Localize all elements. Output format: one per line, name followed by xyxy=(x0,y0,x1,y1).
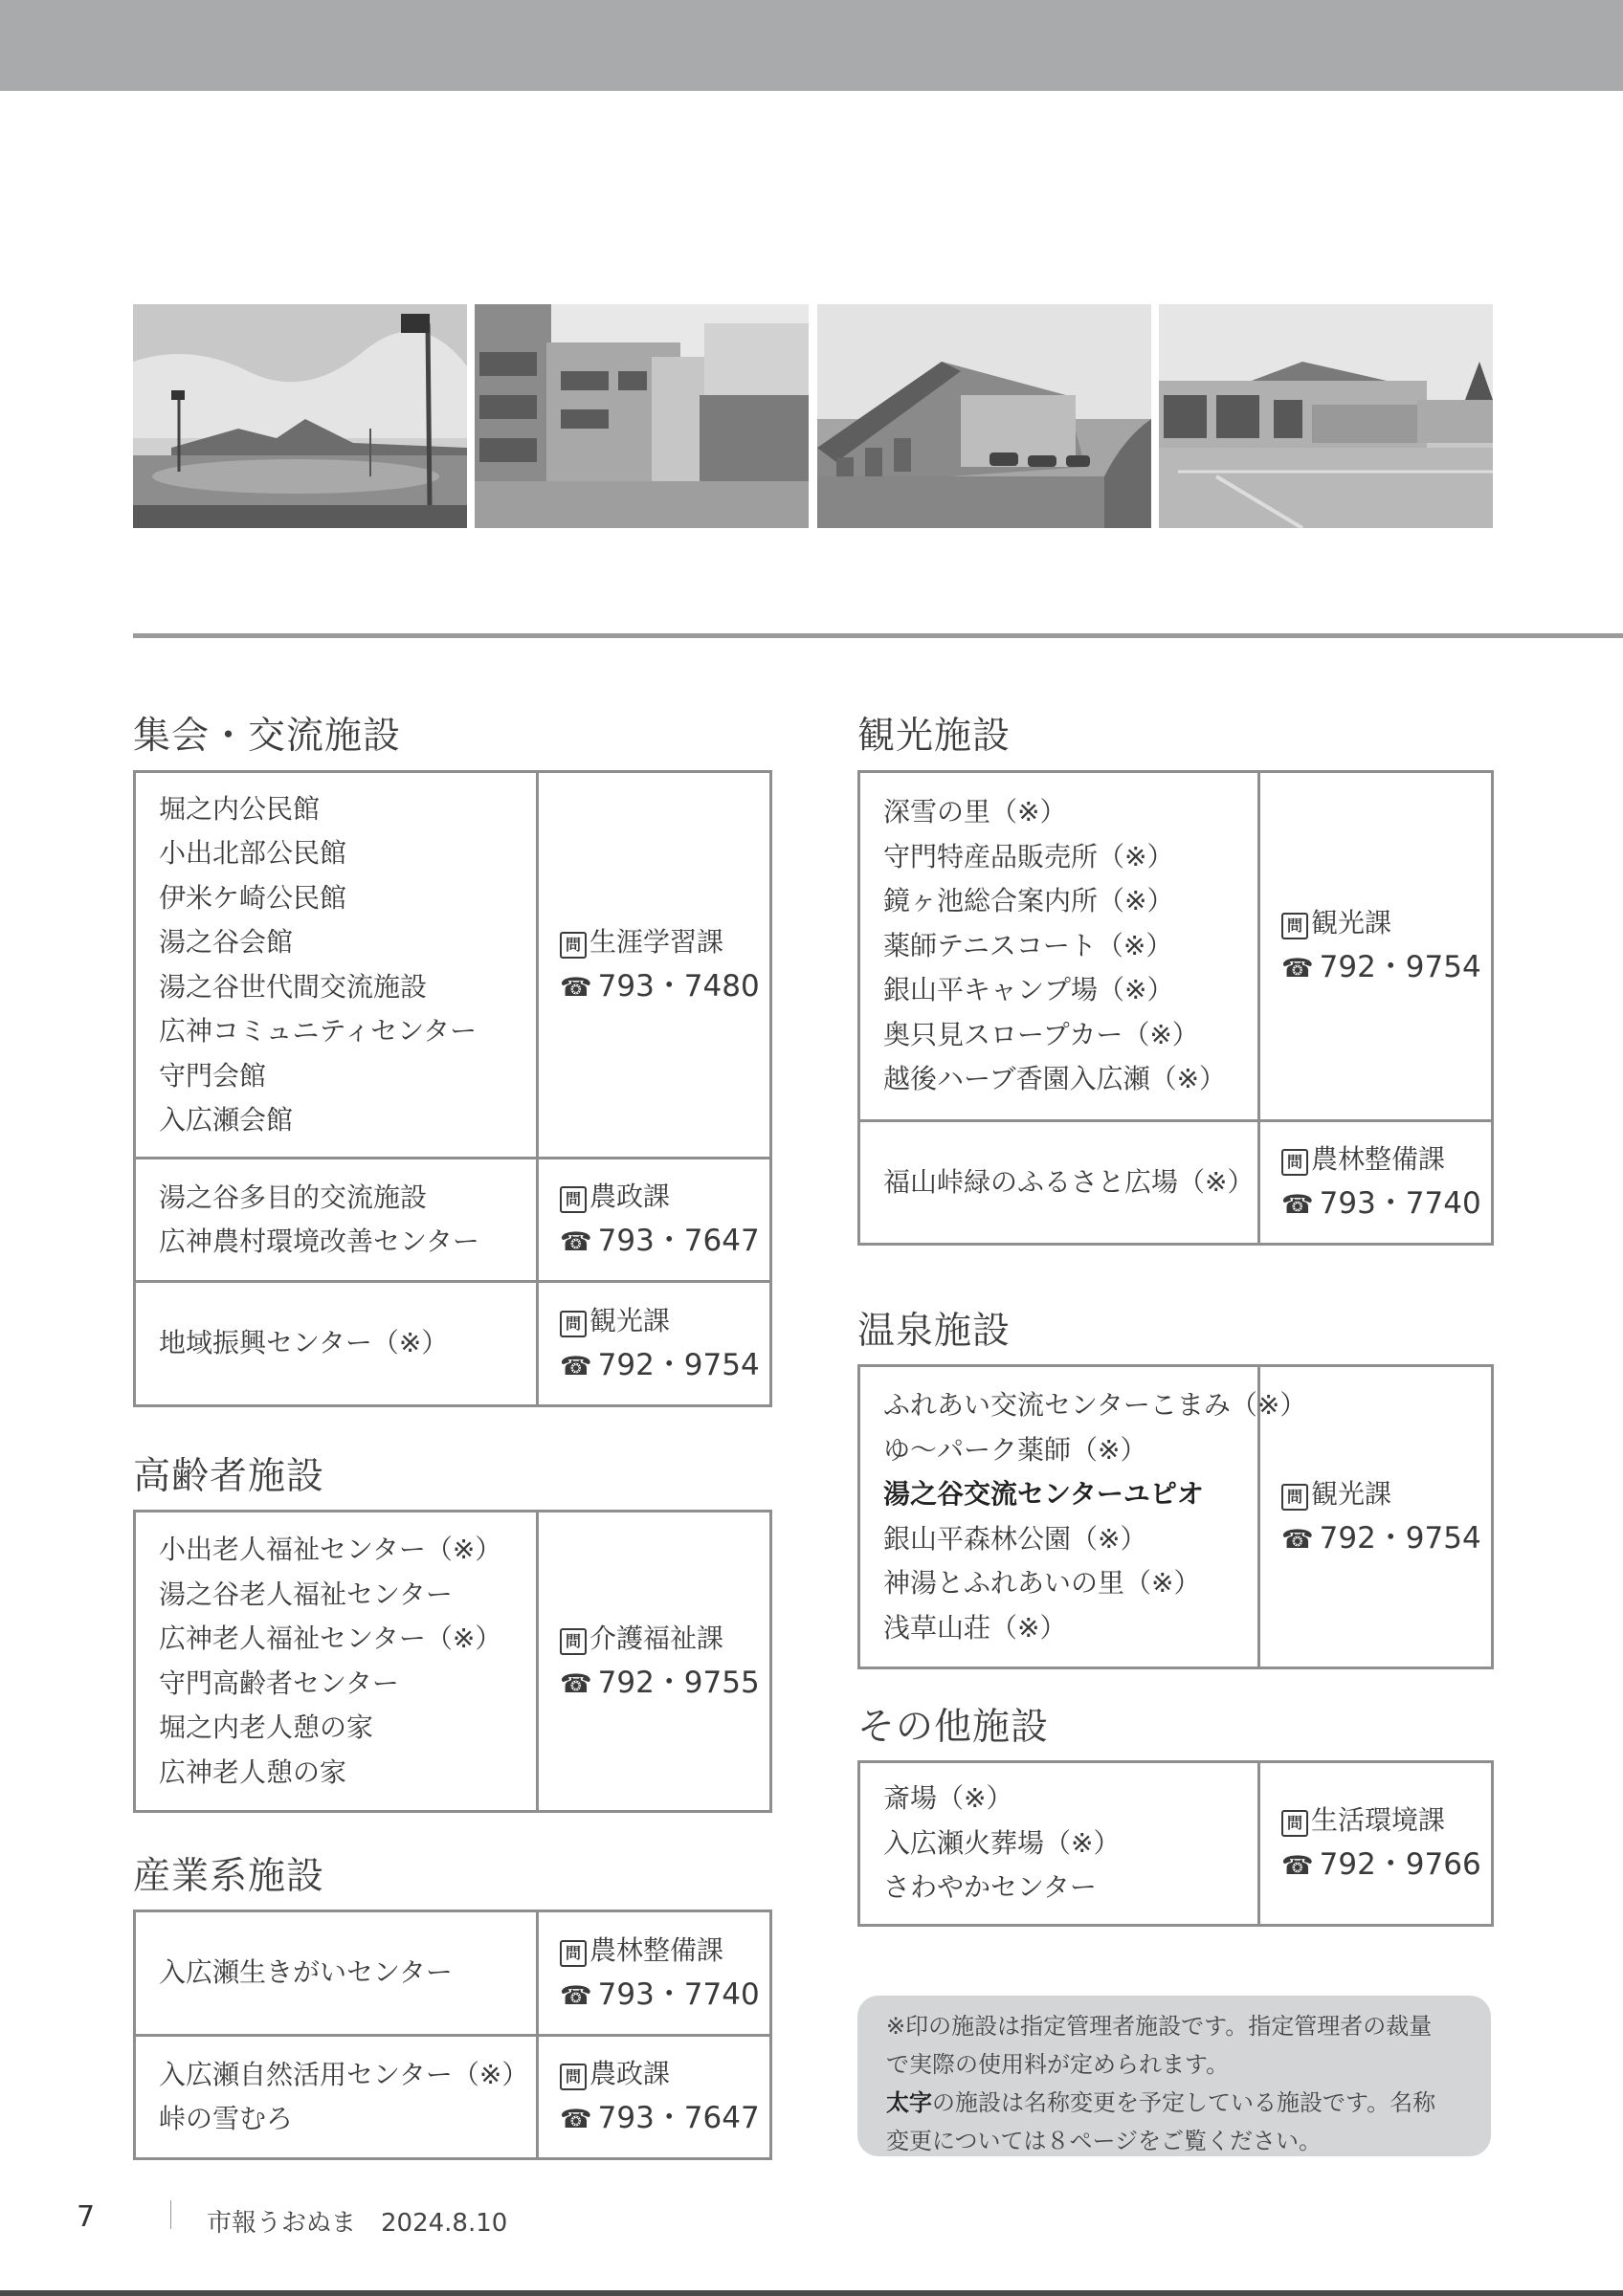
facility-list xyxy=(859,1762,1259,1926)
inquiry-tag-icon: 問 xyxy=(1281,913,1308,939)
facility-name: 入広瀬自然活用センター（※） xyxy=(159,2058,529,2090)
phone xyxy=(1281,1181,1491,1227)
section-divider xyxy=(133,633,1623,638)
facility-name: 越後ハーブ香園入広瀬（※） xyxy=(883,1063,1227,1095)
facility-name-bold: 湯之谷交流センターユピオ xyxy=(883,1478,1204,1510)
inquiry-tag-icon: 問 xyxy=(560,1311,587,1337)
facility-name: 堀之内老人憩の家 xyxy=(159,1711,374,1743)
note-box xyxy=(857,1996,1491,2156)
contact-cell xyxy=(1259,772,1493,1121)
facility-list xyxy=(135,1282,538,1406)
phone-number: 793・7740 xyxy=(1319,1186,1481,1221)
inquiry-tag-icon: 問 xyxy=(560,932,587,959)
facility-name: 伊米ケ崎公民館 xyxy=(159,881,347,914)
header-band xyxy=(0,0,1623,91)
phone-icon: ☎ xyxy=(560,1980,592,2011)
department xyxy=(560,920,769,964)
facility-name: 湯之谷世代間交流施設 xyxy=(159,970,428,1003)
phone-number: 792・9754 xyxy=(1319,950,1481,984)
phone-icon: ☎ xyxy=(1281,954,1314,983)
phone-icon: ☎ xyxy=(1281,1524,1314,1555)
department-name: 農政課 xyxy=(589,1181,671,1212)
note-line xyxy=(886,2084,1466,2122)
facility-name: 斎場（※） xyxy=(883,1782,1013,1815)
phone-icon: ☎ xyxy=(1281,1851,1314,1881)
photo-school-building xyxy=(475,304,809,528)
inquiry-tag-icon: 問 xyxy=(1281,1149,1308,1176)
table-row xyxy=(135,772,771,1159)
table-onsen xyxy=(857,1364,1494,1669)
phone-number: 793・7647 xyxy=(597,1224,760,1258)
contact-cell xyxy=(1259,1121,1493,1245)
phone-number: 792・9754 xyxy=(1319,1520,1481,1556)
phone xyxy=(560,1973,769,2019)
facility-name: 守門特産品販売所（※） xyxy=(883,840,1174,872)
phone-number: 792・9755 xyxy=(597,1665,760,1700)
table-row xyxy=(859,1121,1493,1245)
department-name: 観光課 xyxy=(1311,1477,1392,1510)
table-row xyxy=(135,1911,771,2036)
facility-name: 守門高齢者センター xyxy=(159,1667,399,1699)
facility-list xyxy=(135,1159,538,1282)
phone-icon: ☎ xyxy=(560,972,592,1003)
facility-name: 奥只見スロープカー（※） xyxy=(883,1018,1199,1050)
facility-name: 銀山平キャンプ場（※） xyxy=(883,974,1174,1006)
table-row xyxy=(135,1512,771,1812)
facility-name: 守門会館 xyxy=(159,1059,267,1092)
note-line: ※印の施設は指定管理者施設です。指定管理者の裁量 xyxy=(886,2013,1433,2040)
phone xyxy=(560,964,769,1010)
table-row xyxy=(859,772,1493,1121)
contact-cell xyxy=(538,1911,771,2036)
table-industry xyxy=(133,1910,772,2160)
department-name: 農林整備課 xyxy=(1311,1143,1446,1175)
facility-name: ゆ～パーク薬師（※） xyxy=(883,1433,1147,1466)
department xyxy=(1281,1137,1491,1181)
department-name: 観光課 xyxy=(1311,907,1392,938)
contact-cell xyxy=(538,1159,771,1282)
department xyxy=(560,1929,769,1973)
facility-list xyxy=(135,1911,538,2036)
facility-list xyxy=(135,772,538,1159)
footer-separator xyxy=(170,2200,171,2229)
phone-icon: ☎ xyxy=(560,1227,592,1257)
table-assembly xyxy=(133,770,772,1407)
department xyxy=(1281,1799,1491,1843)
facility-name: 浅草山荘（※） xyxy=(883,1611,1067,1644)
department xyxy=(560,1299,769,1343)
section-title-industry: 産業系施設 xyxy=(133,1855,325,1898)
photo-strip xyxy=(133,304,1492,528)
table-row xyxy=(135,1282,771,1406)
phone-icon: ☎ xyxy=(1281,1190,1314,1220)
facility-name: さわやかセンター xyxy=(883,1871,1097,1904)
table-other xyxy=(857,1760,1494,1927)
facility-name: 堀之内公民館 xyxy=(159,792,321,825)
publication-title: 市報うおぬま 2024.8.10 xyxy=(207,2209,508,2238)
department-name: 生涯学習課 xyxy=(589,925,724,958)
facility-name: 湯之谷多目的交流施設 xyxy=(159,1181,428,1213)
phone xyxy=(560,2096,769,2142)
inquiry-tag-icon: 問 xyxy=(560,1628,587,1655)
facility-name: 福山峠緑のふるさと広場（※） xyxy=(883,1165,1255,1198)
inquiry-tag-icon: 問 xyxy=(1281,1810,1308,1837)
facility-name: 広神老人福祉センター（※） xyxy=(159,1623,502,1654)
phone-number: 792・9766 xyxy=(1319,1847,1481,1882)
department-name: 介護福祉課 xyxy=(589,1622,724,1654)
contact-cell xyxy=(538,772,771,1159)
phone-icon: ☎ xyxy=(560,2105,592,2134)
phone xyxy=(1281,1516,1491,1562)
phone xyxy=(560,1661,769,1707)
facility-name: 薬師テニスコート（※） xyxy=(883,929,1173,961)
photo-baseball-field xyxy=(133,304,467,528)
table-row xyxy=(135,2036,771,2159)
phone-icon: ☎ xyxy=(560,1668,592,1699)
note-line: で実際の使用料が定められます。 xyxy=(886,2051,1230,2078)
section-title-onsen: 温泉施設 xyxy=(857,1310,1012,1353)
section-title-other: その他施設 xyxy=(857,1706,1050,1749)
contact-cell xyxy=(1259,1762,1493,1926)
facility-list xyxy=(859,1366,1307,1668)
facility-name: 鏡ヶ池総合案内所（※） xyxy=(883,885,1174,917)
department xyxy=(560,2052,769,2096)
facility-name: ふれあい交流センターこまみ（※） xyxy=(883,1389,1307,1421)
table-row xyxy=(859,1366,1493,1668)
table-row xyxy=(135,1159,771,1282)
phone-number: 793・7647 xyxy=(597,2101,760,2135)
department-name: 観光課 xyxy=(589,1304,671,1336)
photo-community-center xyxy=(1159,304,1493,528)
facility-name: 深雪の里（※） xyxy=(883,796,1067,828)
table-elderly xyxy=(133,1510,772,1813)
facility-name: 神湯とふれあいの里（※） xyxy=(883,1567,1201,1599)
facility-name: 広神農村環境改善センター xyxy=(159,1225,479,1257)
note-text: の施設は名称変更を予定している施設です。名称 xyxy=(932,2089,1436,2116)
facility-name: 銀山平森林公園（※） xyxy=(883,1522,1147,1555)
inquiry-tag-icon: 問 xyxy=(560,2064,587,2090)
department xyxy=(560,1617,769,1661)
bottom-rule xyxy=(0,2290,1623,2296)
department xyxy=(1281,1472,1491,1516)
facility-name: 入広瀬火葬場（※） xyxy=(883,1826,1121,1859)
table-tourism xyxy=(857,770,1494,1246)
contact-cell xyxy=(538,2036,771,2159)
facility-name: 小出老人福祉センター（※） xyxy=(159,1534,502,1565)
department xyxy=(1281,901,1491,945)
phone xyxy=(1281,1843,1491,1888)
facility-list xyxy=(135,1512,538,1812)
inquiry-tag-icon: 問 xyxy=(1281,1484,1308,1511)
table-row xyxy=(859,1762,1493,1926)
photo-gymnasium xyxy=(817,304,1151,528)
facility-name: 広神コミュニティセンター xyxy=(159,1015,478,1047)
note-bold-word: 太字 xyxy=(886,2089,932,2116)
section-title-elderly: 高齢者施設 xyxy=(133,1455,325,1498)
note-line: 変更については８ページをご覧ください。 xyxy=(886,2128,1323,2154)
facility-list xyxy=(135,2036,538,2159)
phone xyxy=(560,1343,769,1389)
department-name: 生活環境課 xyxy=(1311,1804,1446,1836)
contact-cell xyxy=(538,1282,771,1406)
facility-list xyxy=(859,1121,1259,1245)
department-name: 農林整備課 xyxy=(589,1933,724,1966)
inquiry-tag-icon: 問 xyxy=(560,1940,587,1967)
facility-name: 湯之谷会館 xyxy=(159,926,294,958)
phone-number: 793・7740 xyxy=(597,1976,760,2012)
facility-name: 湯之谷老人福祉センター xyxy=(159,1578,453,1610)
facility-name: 峠の雪むろ xyxy=(159,2103,294,2134)
phone-icon: ☎ xyxy=(560,1351,592,1381)
page-number: 7 xyxy=(77,2200,96,2234)
facility-name: 広神老人憩の家 xyxy=(159,1755,347,1788)
phone xyxy=(1281,945,1491,991)
phone xyxy=(560,1219,769,1265)
inquiry-tag-icon: 問 xyxy=(560,1186,587,1213)
phone-number: 793・7480 xyxy=(597,968,760,1004)
phone-number: 792・9754 xyxy=(597,1347,760,1382)
facility-name: 入広瀬会館 xyxy=(159,1104,294,1136)
department xyxy=(560,1175,769,1219)
section-title-tourism: 観光施設 xyxy=(857,715,1012,758)
section-title-assembly: 集会・交流施設 xyxy=(133,715,402,758)
facility-name: 小出北部公民館 xyxy=(159,837,347,869)
facility-name: 入広瀬生きがいセンター xyxy=(159,1956,453,1989)
department-name: 農政課 xyxy=(589,2058,671,2089)
contact-cell xyxy=(538,1512,771,1812)
facility-list xyxy=(859,772,1259,1121)
facility-name: 地域振興センター（※） xyxy=(159,1327,449,1359)
